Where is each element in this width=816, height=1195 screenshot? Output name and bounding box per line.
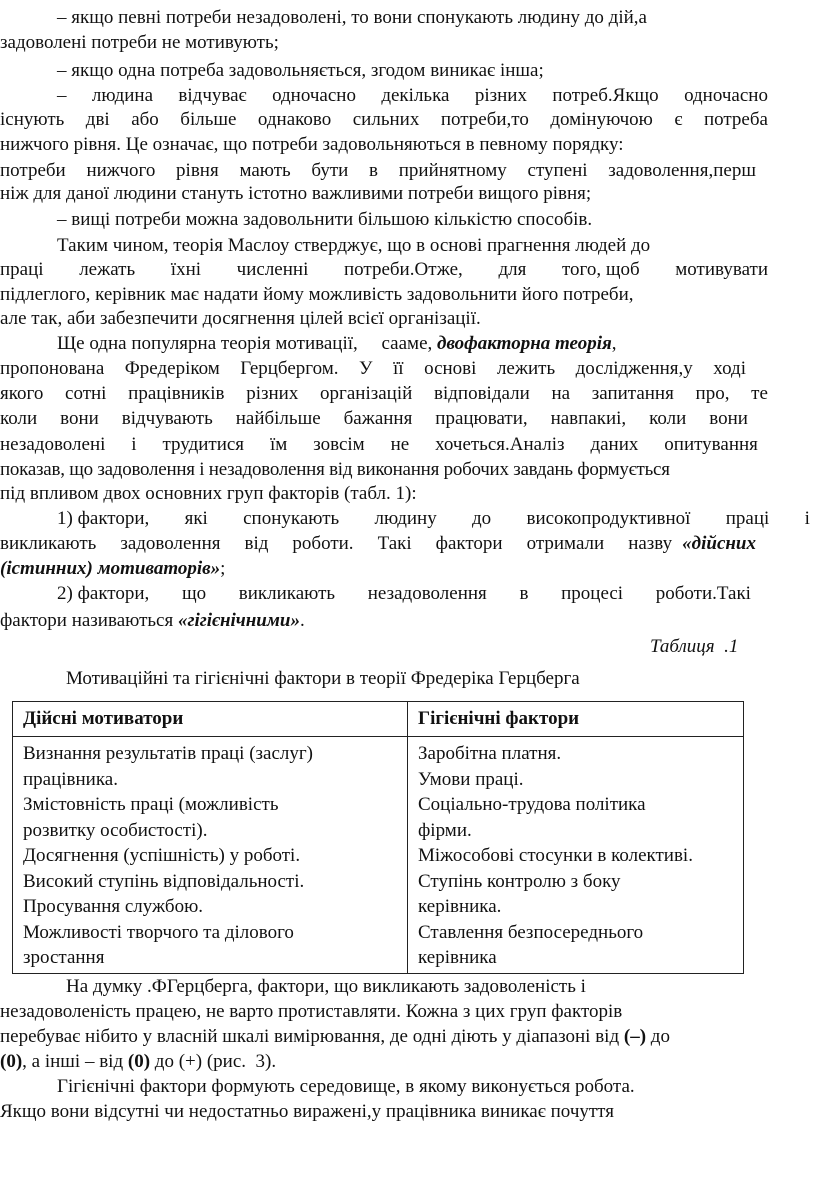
text-line: [57, 333, 617, 355]
word: одночасно: [272, 85, 356, 106]
word: незадоволені: [0, 434, 106, 455]
hygiene-cell: [408, 737, 744, 974]
text-line: ніж для даної людини стануть істотно важливими потреби вищого рівня;: [0, 183, 592, 204]
text-line: показав, що задоволення і незадоволення від виконання робочих завдань формується: [0, 459, 670, 480]
word: 2) фактори,: [57, 583, 150, 604]
word: те: [751, 383, 768, 404]
text-line: [57, 583, 751, 605]
table-cell-line: розвитку особистості).: [23, 819, 208, 841]
table-cell-line: Просування службою.: [23, 896, 204, 917]
text-span: ;: [220, 558, 226, 579]
word: дві: [85, 109, 110, 130]
word: мотивувати: [675, 259, 768, 280]
word: задоволення: [120, 533, 221, 554]
word: викликають: [238, 583, 336, 604]
word: мають: [239, 160, 291, 181]
word: відповідали: [433, 383, 530, 404]
table-label: Таблиця .1: [650, 636, 739, 657]
word: потреби,то: [440, 109, 529, 130]
word: зовсім: [313, 434, 365, 455]
word: існують: [0, 109, 65, 130]
word: задоволення,перш: [608, 160, 756, 181]
word: які: [184, 508, 208, 529]
text-line: [0, 109, 768, 131]
text-span: фактори називаються: [0, 610, 178, 631]
text-line: Таким чином, теорія Маслоу стверджує, що в основі прагнення людей до: [57, 235, 651, 256]
word: і: [131, 434, 137, 455]
text-span: [0, 533, 672, 555]
text-line: [57, 508, 810, 530]
text-line: [0, 434, 758, 456]
text-line: – якщо певні потреби незадоволені, то вони спонукають людину до дій,а: [57, 7, 647, 28]
word: опитування: [664, 434, 758, 455]
word: різних: [474, 85, 527, 106]
word: хочеться.Аналіз: [435, 434, 565, 455]
word: лежить: [496, 358, 556, 379]
text-line: [0, 408, 748, 430]
word: коли: [649, 408, 687, 429]
word: праці: [0, 259, 44, 280]
word: даних: [590, 434, 639, 455]
word: вони: [60, 408, 99, 429]
word: незадоволення: [367, 583, 487, 604]
word: однаково: [257, 109, 332, 130]
text-line: – якщо одна потреба задовольняється, згодом виникає інша;: [57, 60, 544, 81]
word: організацій: [320, 383, 413, 404]
word: є: [674, 109, 683, 130]
herzberg-factors-table: [12, 701, 744, 974]
header-true-motivators: Дійсні мотиватори: [13, 702, 408, 737]
word: їхні: [170, 259, 202, 280]
table-cell-line: керівника.: [418, 896, 502, 917]
table-header-row: [13, 702, 744, 737]
term-hygiene: «гігієнічними»: [177, 610, 300, 631]
table-cell-line: Високий ступінь відповідальності.: [23, 870, 305, 892]
word: лежать: [79, 259, 136, 280]
word: спонукають: [243, 508, 340, 529]
table-cell-line: Можливості творчого та ділового: [23, 921, 294, 943]
text-line: [57, 85, 768, 107]
word: численні: [236, 259, 309, 280]
table-cell-line: Ступінь контролю з боку: [418, 870, 621, 892]
table-cell-line: зростання: [23, 947, 105, 968]
text-line: [0, 610, 305, 632]
word: в: [519, 583, 529, 604]
word: дослідження,у: [575, 358, 693, 379]
word: працівників: [128, 383, 225, 404]
word: не: [390, 434, 410, 455]
word: ступені: [527, 160, 588, 181]
text-span: до (+) (рис. 3).: [150, 1051, 277, 1072]
text-line: незадоволеність працею, не варто протиставляти. Кожна з цих груп факторів: [0, 1001, 623, 1022]
text-line: [0, 160, 756, 182]
term-two-factor-theory: двофакторна теорія: [437, 333, 612, 354]
text-span: перебуває нібито у власній шкалі вимірювання, де одні діють у діапазоні від: [0, 1026, 624, 1047]
text-bold: (–): [623, 1026, 647, 1047]
word: основі: [424, 358, 477, 379]
word: домінуючою: [550, 109, 653, 130]
word: або: [131, 109, 159, 130]
word: 1) фактори,: [57, 508, 150, 529]
word: різних: [246, 383, 299, 404]
text-span: ,: [611, 333, 617, 354]
table-caption: Мотиваційні та гігієнічні фактори в теорії Фредеріка Герцберга: [66, 668, 580, 689]
word: отримали: [526, 533, 605, 554]
word: назву: [628, 533, 673, 554]
table-cell-line: Визнання результатів праці (заслуг): [23, 743, 314, 764]
text-line: [0, 533, 756, 555]
text-line: під впливом двох основних груп факторів (табл. 1):: [0, 483, 417, 504]
table-cell-line: керівника: [418, 947, 497, 968]
table-cell-line: Досягнення (успішність) у роботі.: [23, 845, 301, 866]
text-span: Ще одна популярна теорія мотивації, сааме,: [57, 333, 438, 354]
word: що: [181, 583, 207, 604]
word: відчувають: [121, 408, 213, 429]
word: для: [498, 259, 527, 280]
text-line: – вищі потреби можна задовольнити більшою кількістю способів.: [57, 209, 593, 230]
word: працювати,: [435, 408, 528, 429]
word: прийнятному: [398, 160, 507, 181]
table-cell-line: Змістовність праці (можливість: [23, 794, 279, 815]
table-cell-line: Умови праці.: [418, 768, 524, 790]
word: нижчого: [86, 160, 156, 181]
text-line: задоволені потреби не мотивують;: [0, 32, 279, 53]
header-hygiene-factors: Гігієнічні фактори: [408, 702, 744, 737]
word: трудитися: [162, 434, 245, 455]
text-span: .: [299, 610, 305, 631]
word: її: [393, 358, 404, 379]
word: коли: [0, 408, 38, 429]
word: потреби: [0, 160, 66, 181]
text-bold: (0): [0, 1051, 23, 1072]
table-cell-line: Заробітна платня.: [418, 743, 562, 764]
word: на: [551, 383, 571, 404]
word: від: [244, 533, 269, 554]
word: процесі: [561, 583, 624, 604]
table-row: [13, 737, 744, 974]
text-line: [0, 1051, 276, 1073]
word: декілька: [381, 85, 450, 106]
text-line: Якщо вони відсутні чи недостатньо виражені,у працівника виникає почуття: [0, 1101, 614, 1122]
word: пропонована: [0, 358, 105, 379]
word: запитання: [591, 383, 674, 404]
word: і: [804, 508, 810, 529]
text-line: [0, 383, 768, 405]
word: людину: [374, 508, 437, 529]
text-line: але так, аби забезпечити досягнення цілей всієї організації.: [0, 308, 481, 329]
word: фактори: [435, 533, 503, 554]
text-span: до: [646, 1026, 670, 1047]
word: про,: [695, 383, 730, 404]
word: роботи.: [292, 533, 354, 554]
word: потреб.Якщо: [552, 85, 659, 106]
text-line: Гігієнічні фактори формують середовище, в якому виконується робота.: [57, 1076, 635, 1097]
word: сильних: [352, 109, 420, 130]
word: ході: [713, 358, 746, 379]
word: викликають: [0, 533, 97, 554]
word: –: [57, 85, 67, 106]
text-span: , а інші – від: [22, 1051, 128, 1072]
word: потреба: [703, 109, 768, 130]
word: Герцбергом.: [240, 358, 339, 379]
word: праці: [725, 508, 770, 529]
table-cell-line: працівника.: [23, 768, 118, 790]
text-line: підлеглого, керівник має надати йому можливість задовольнити його потреби,: [0, 284, 634, 305]
term-true-motivators-cont: (істинних) мотиваторів»: [0, 558, 221, 579]
word: найбільше: [235, 408, 321, 429]
word: того, щоб: [561, 259, 640, 280]
word: одночасно: [684, 85, 768, 106]
word: навпакиі,: [550, 408, 627, 429]
word: бути: [311, 160, 349, 181]
word: рівня: [176, 160, 219, 181]
table-cell-line: Ставлення безпосереднього: [418, 921, 644, 943]
word: більше: [180, 109, 237, 130]
text-bold: (0): [127, 1051, 151, 1072]
text-line: [0, 358, 746, 380]
word: сотні: [65, 383, 107, 404]
word: У: [359, 358, 373, 379]
text-line: [0, 259, 768, 281]
text-line: нижчого рівня. Це означає, що потреби задовольняються в певному порядку:: [0, 134, 624, 155]
word: Фредеріком: [124, 358, 220, 379]
word: відчуває: [178, 85, 247, 106]
word: бажання: [343, 408, 413, 429]
word: роботи.Такі: [655, 583, 751, 604]
motivators-cell: [13, 737, 408, 974]
text-line: [0, 1026, 670, 1048]
table-cell-line: фірми.: [418, 819, 472, 841]
word: людина: [91, 85, 154, 106]
table-cell-line: Соціально-трудова політика: [418, 794, 646, 815]
term-true-motivators: «дійсних: [682, 533, 756, 554]
word: вони: [709, 408, 748, 429]
table-cell-line: Міжособові стосунки в колективі.: [418, 845, 693, 866]
word: якого: [0, 383, 44, 404]
word: високопродуктивної: [526, 508, 691, 529]
word: до: [472, 508, 492, 529]
text-line: На думку .ФГерцберга, фактори, що викликають задоволеність і: [66, 976, 586, 997]
word: потреби.Отже,: [344, 259, 463, 280]
word: їм: [269, 434, 288, 455]
word: в: [369, 160, 379, 181]
word: Такі: [377, 533, 412, 554]
text-line: [0, 558, 225, 580]
